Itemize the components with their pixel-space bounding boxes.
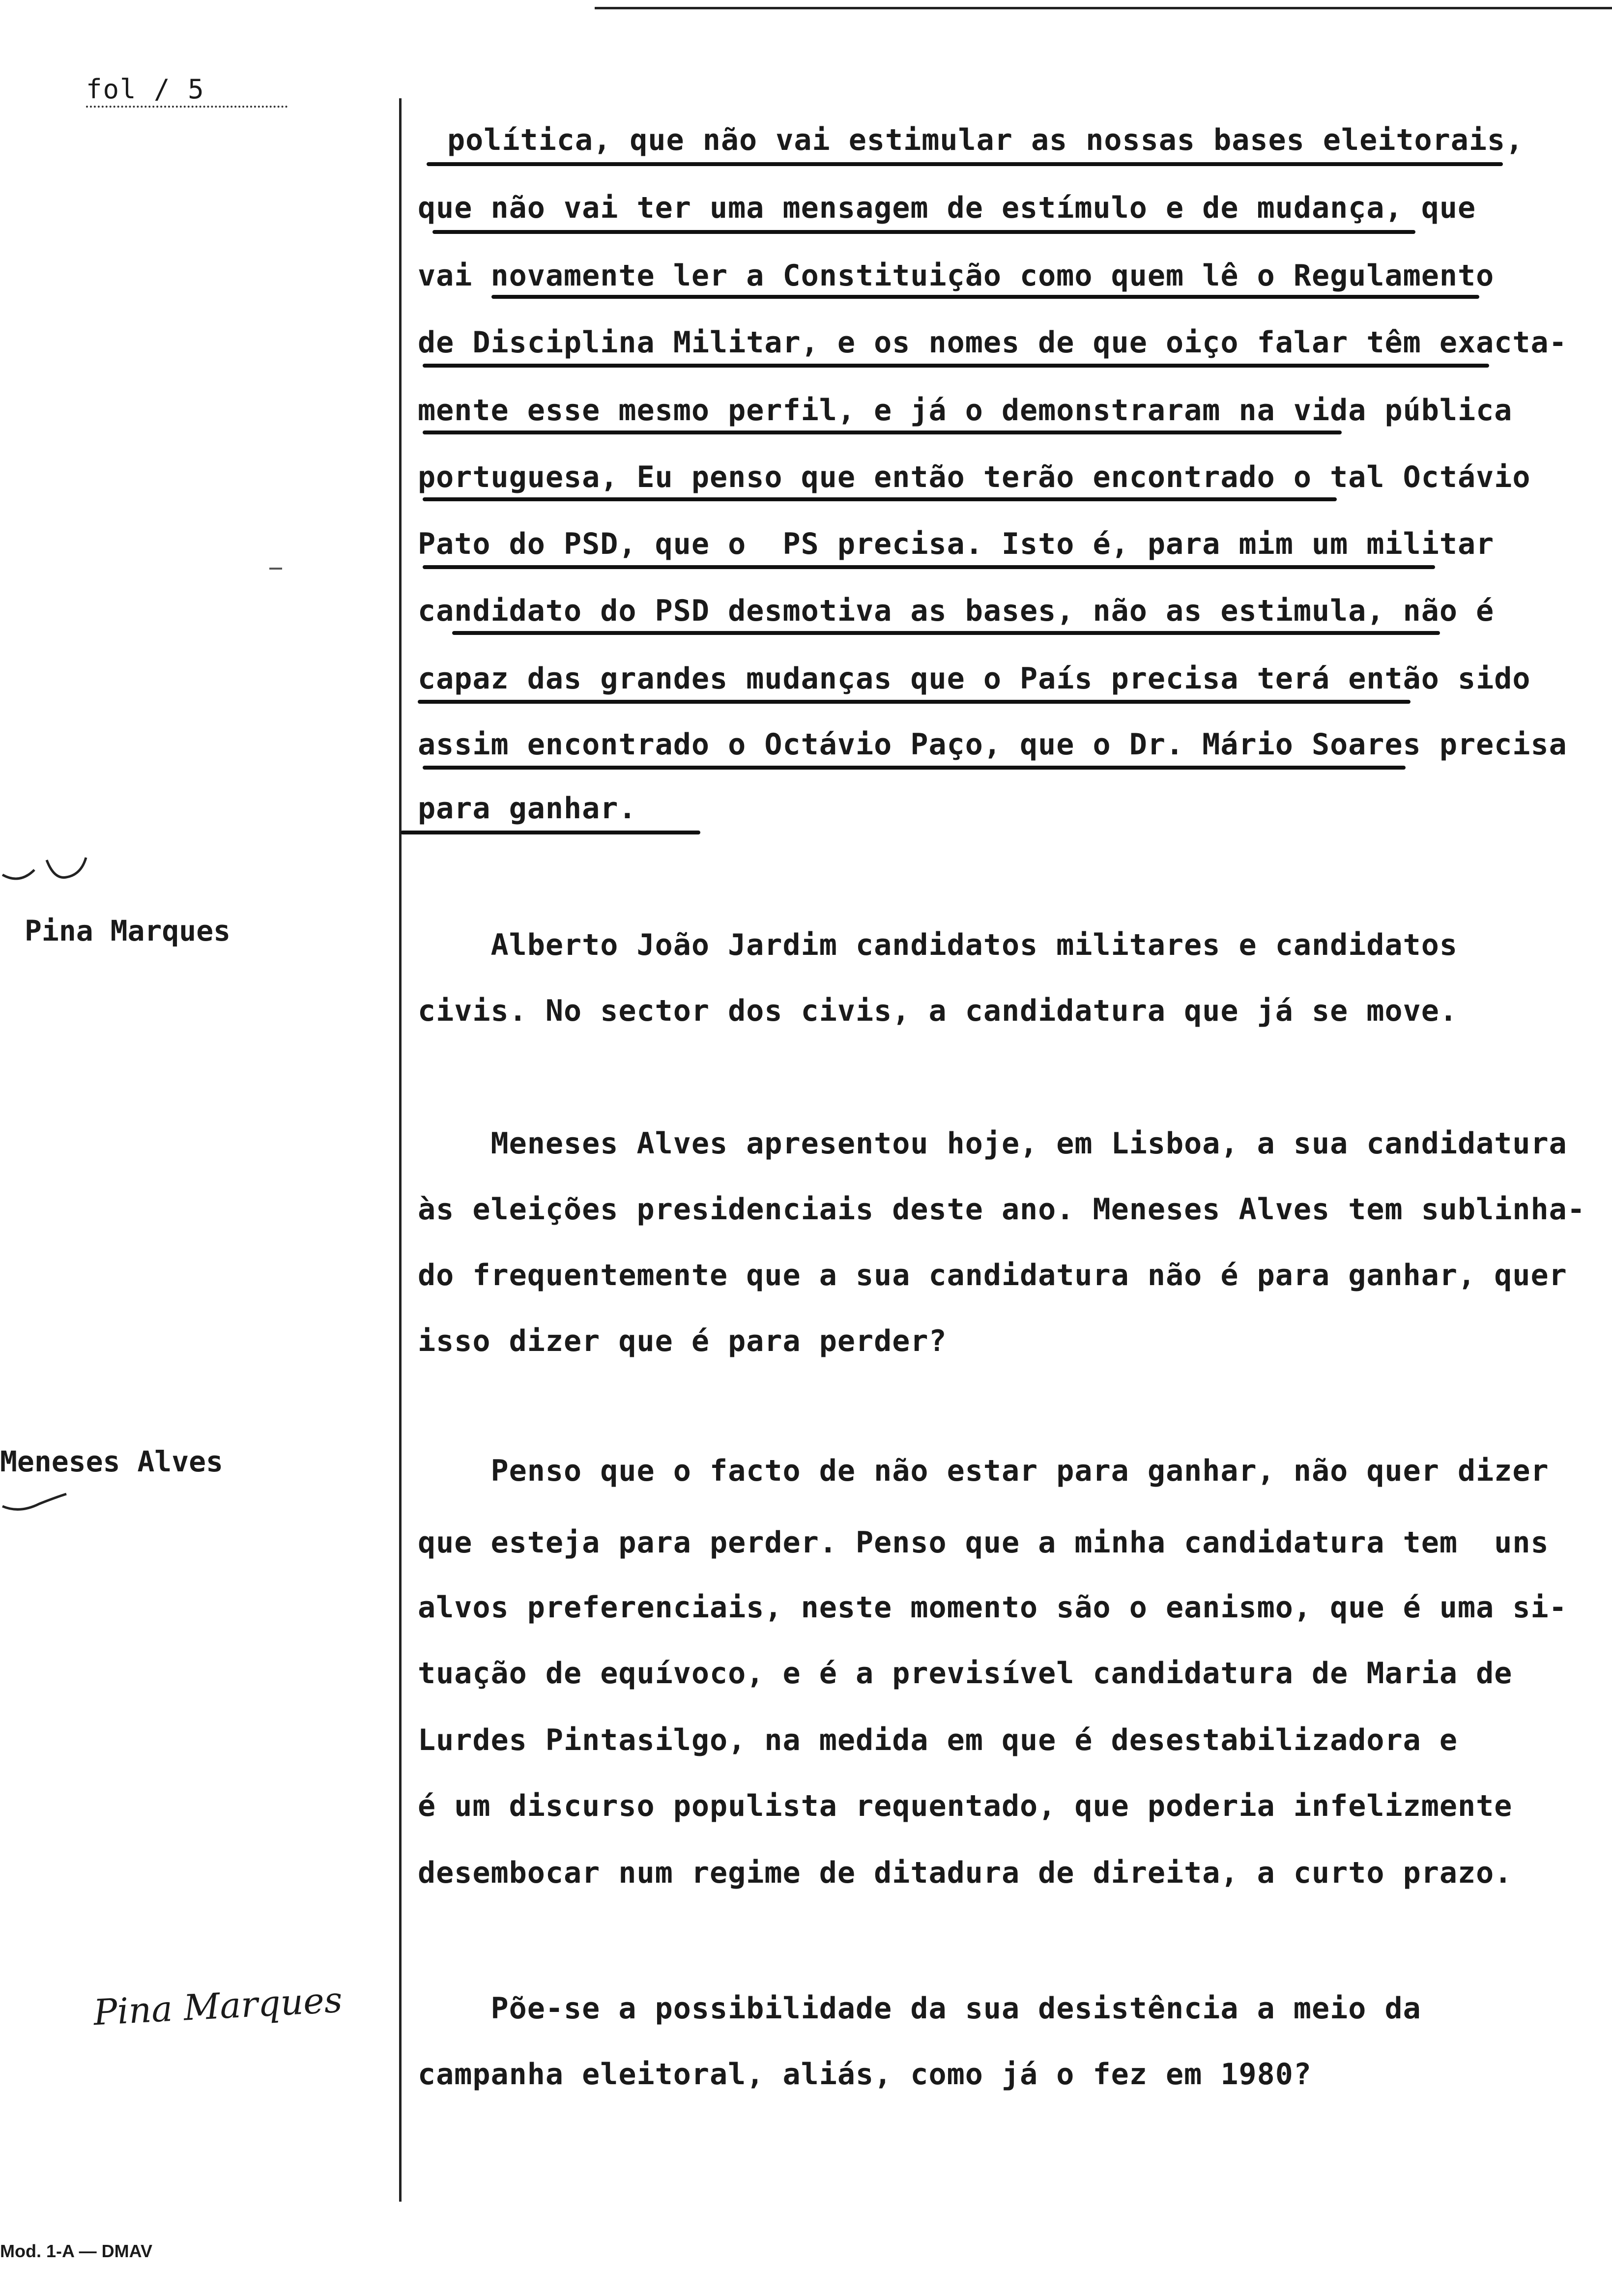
folio-label: fol / 5: [86, 74, 205, 105]
text-line: vai novamente ler a Constituição como quem lê o Regulamento: [418, 258, 1495, 293]
underline: [491, 295, 1479, 299]
text-line: às eleições presidenciais deste ano. Meneses Alves tem sublinha-: [418, 1192, 1585, 1227]
underline: [423, 364, 1489, 368]
underline: [427, 162, 1503, 166]
text-line: do frequentemente que a sua candidatura não é para ganhar, quer: [418, 1258, 1567, 1292]
underline: [432, 230, 1415, 234]
text-line: Põe-se a possibilidade da sua desistência a meio da: [418, 1991, 1421, 2026]
text-line: que não vai ter uma mensagem de estímulo e de mudança, que: [418, 191, 1476, 225]
text-line: que esteja para perder. Penso que a minha candidatura tem uns: [418, 1525, 1549, 1560]
text-line: isso dizer que é para perder?: [418, 1324, 947, 1358]
text-line: assim encontrado o Octávio Paço, que o Dr. Mário Soares precisa: [418, 727, 1567, 762]
text-line: capaz das grandes mudanças que o País precisa terá então sido: [418, 661, 1531, 696]
text-line: portuguesa, Eu penso que então terão encontrado o tal Octávio: [418, 460, 1531, 494]
text-line: Meneses Alves apresentou hoje, em Lisboa, a sua candidatura: [418, 1126, 1567, 1161]
underline: [401, 831, 700, 834]
form-code-label: Mod. 1-A — DMAV: [0, 2241, 152, 2261]
text-line: para ganhar.: [418, 791, 637, 826]
text-line: de Disciplina Militar, e os nomes de que oiço falar têm exacta-: [418, 325, 1567, 360]
text-line: é um discurso populista requentado, que poderia infelizmente: [418, 1789, 1513, 1823]
stray-mark: [269, 568, 282, 570]
text-line: desembocar num regime de ditadura de direita, a curto prazo.: [418, 1856, 1513, 1890]
text-line: mente esse mesmo perfil, e já o demonstraram na vida pública: [418, 393, 1513, 428]
folio-dotted-rule: [86, 106, 288, 108]
underline: [452, 631, 1440, 635]
text-line: tuação de equívoco, e é a previsível candidatura de Maria de: [418, 1656, 1513, 1691]
text-line: alvos preferenciais, neste momento são o eanismo, que é uma si-: [418, 1590, 1567, 1625]
text-line: Pato do PSD, que o PS precisa. Isto é, para mim um militar: [418, 527, 1495, 561]
top-rule: [595, 7, 1612, 9]
underline: [423, 430, 1342, 434]
text-line: Lurdes Pintasilgo, na medida em que é desestabilizadora e: [418, 1723, 1458, 1757]
margin-rule: [399, 98, 402, 2202]
text-line: Penso que o facto de não estar para ganhar, não quer dizer: [418, 1454, 1549, 1488]
underline: [418, 700, 1410, 704]
underline: [423, 565, 1435, 569]
text-line: Alberto João Jardim candidatos militares e candidatos: [418, 928, 1458, 962]
text-line: política, que não vai estimular as nossas bases eleitorais,: [447, 123, 1524, 157]
underline: [423, 766, 1406, 770]
speaker-label-pina-marques: Pina Marques: [25, 914, 231, 947]
text-line: candidato do PSD desmotiva as bases, não as estimula, não é: [418, 594, 1495, 628]
speaker-label-meneses-alves: Meneses Alves: [0, 1445, 223, 1478]
underline: [423, 497, 1337, 501]
speaker-mark-scribble: [0, 831, 98, 890]
speaker-mark-scribble: [0, 1479, 74, 1519]
text-line: civis. No sector dos civis, a candidatura que já se move.: [418, 994, 1458, 1028]
handwritten-signature: Pina Marques: [92, 1979, 344, 2034]
text-line: campanha eleitoral, aliás, como já o fez em 1980?: [418, 2057, 1312, 2092]
